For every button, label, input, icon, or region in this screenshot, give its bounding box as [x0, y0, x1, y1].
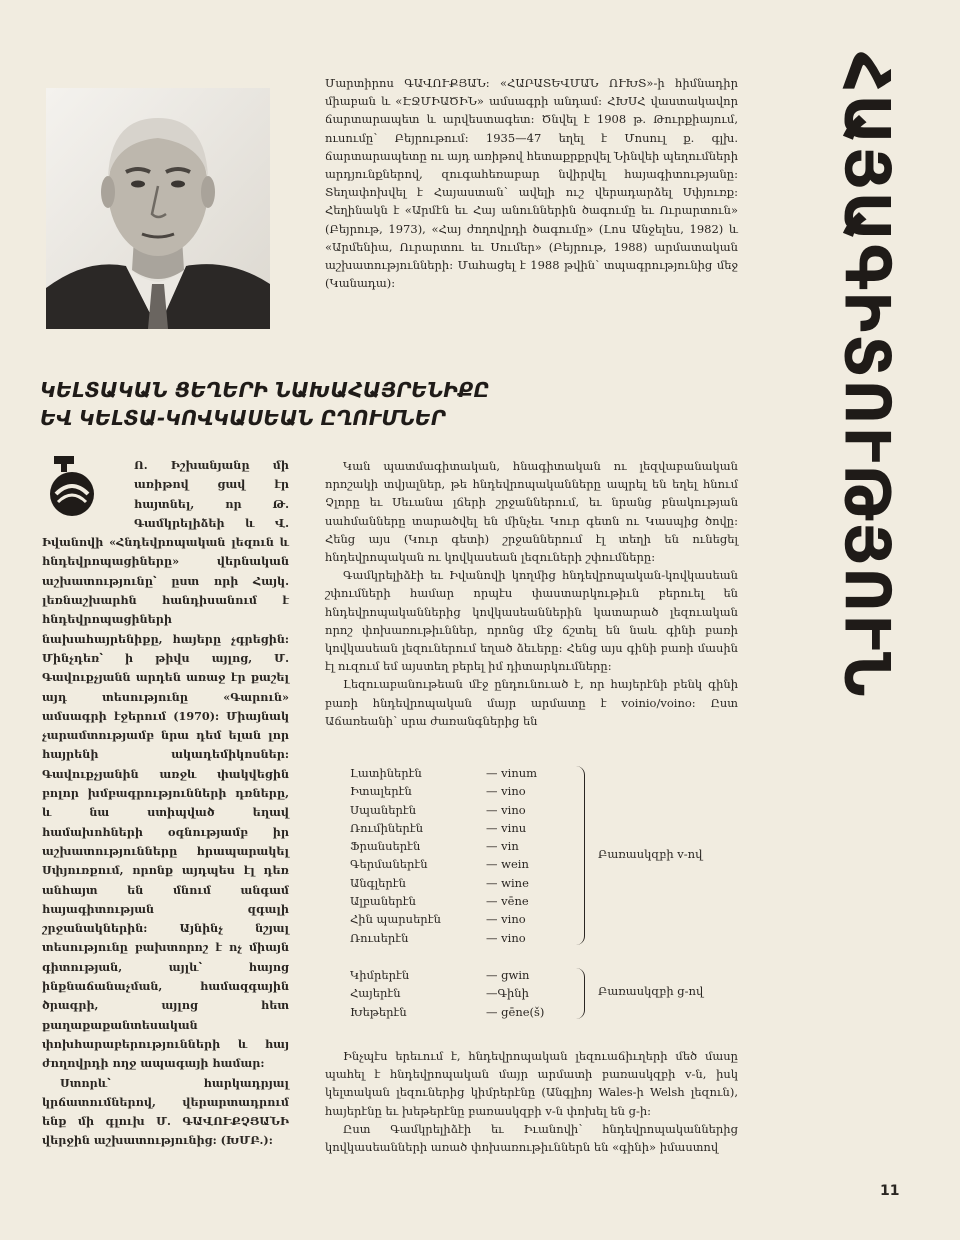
article-body-continued: [325, 1047, 738, 1156]
language-name: Հայերէն: [350, 986, 401, 1001]
wine-word-form: — wein: [486, 857, 529, 872]
wine-word-form: —Գինի: [486, 986, 529, 1001]
wine-word-form: — vino: [486, 930, 526, 945]
wine-word-form: — vin: [486, 839, 519, 854]
word-row-v: [350, 910, 740, 928]
wine-word-form: — vēne: [486, 894, 529, 909]
language-name: Անգլերէն: [350, 875, 406, 890]
wine-word-form: — vinum: [486, 766, 538, 780]
page-number: 11: [880, 1183, 900, 1199]
language-name: Ալբաներէն: [350, 894, 416, 909]
language-name: Կիմրերէն: [350, 968, 410, 982]
word-row-v: [350, 929, 740, 947]
headline-line-2: ԵՎ ԿԵԼՏԱ-ԿՈՎԿԱՍԵԱՆ ԸՂՈՒՄՆԵՐ: [40, 406, 446, 430]
language-name: Ռումիներէն: [350, 820, 424, 835]
section-title-vertical: [812, 51, 922, 699]
article-headline: [40, 376, 660, 432]
body-paragraph-2: Գամկրելիձէի եւ Իվանովի կողմից հնդեվրոպական-կովկասեան շփումների համար որպէս փաստարկութիւն բերուել են հնդեվրոպականներից կովկասեաններին կատարած լեզուական որոշ փոխառութիւններ, որոնց մէջ ճշտել են նաև գինի բառի կովկասեան լեզուներում եղած ձեւերը: Հենց այս գինի բառի մասին էլ ուզում եմ այստեղ բերել իմ դիտարկումները:: [325, 568, 738, 674]
word-row-v: [350, 782, 740, 800]
word-row-v: [350, 819, 740, 837]
language-name: Լատիներէն: [350, 766, 422, 780]
group-brace: [576, 968, 585, 1019]
group-brace: [576, 766, 585, 945]
body-paragraph-4: Ինչպէս երեւում է, հնդեվրոպական լեզուաճիւղերի մեծ մասը պահել է հնդեվրոպական մայր արմատի բառասկզբի v-ն, իսկ կելտական լեզուներից կիմրերէնը (Անգլիոյ Wales-ի Welsh լեզուն), հայերէնը եւ խեթերէնը բառասկզբի v-ն փոխել են g-ի:: [325, 1049, 738, 1118]
language-name: Գերմաներէն: [350, 857, 428, 872]
wine-word-form: — vino: [486, 784, 526, 799]
word-row-v: [350, 892, 740, 910]
word-row-v: [350, 764, 740, 782]
author-portrait: [46, 88, 270, 329]
group-label: Բառասկզբի v-ով: [598, 846, 703, 861]
word-table-v-group: [350, 764, 740, 947]
headline-line-1: ԿԵԼՏԱԿԱՆ ՑԵՂԵՐԻ ՆԱԽԱՀԱՅՐԵՆԻՔԸ: [40, 378, 490, 402]
wine-word-form: — wine: [486, 875, 529, 890]
group-label: Բառասկզբի g-ով: [598, 984, 704, 999]
word-row-v: [350, 801, 740, 819]
language-name: Հին պարսերէն: [350, 912, 441, 927]
intro-paragraph-2: Ստորև՝ հարկադրյալ կրճատումներով, վերարտադրում ենք մի գլուխ Մ. ԳԱՎՈՒՔՉՅԱՆԻ վերջին աշխատությունից: (ԽՄԲ.):: [42, 1075, 289, 1148]
section-title-text: ՀԱՅԱԳԻՏՈՒԹՅՈՒՆ: [830, 51, 904, 699]
language-name: Սպաներէն: [350, 802, 417, 817]
word-row-g: [350, 1003, 740, 1021]
decorative-dropcap-icon: [42, 456, 128, 520]
wine-word-form: — vino: [486, 912, 526, 927]
body-paragraph-1: Կան պատմագիտական, հնագիտական ու լեզվաբանական որոշակի տվյալներ, թե հնդեվրոպականները ապրել են եղել հնում Չլորը եւ Սեւանա լճերի շրջաններում, եւ նրանց բնակության սահմանները տարածվել են մինչեւ Կուր գետն ու Կասպից ծովը: Հենց այս (Կուր գետի) շրջաններում էլ տեղի են ունեցել հնդեվրոպական ու կովկասեան լեզուների շփումները:: [325, 459, 738, 565]
wine-word-form: — gēne(š): [486, 1004, 545, 1019]
portrait-illustration: [46, 88, 270, 329]
wine-word-form: — gwin: [486, 968, 530, 982]
wine-word-form: — vinu: [486, 820, 527, 835]
language-name: Իտալերէն: [350, 784, 412, 799]
editorial-intro: [42, 456, 289, 1151]
article-body: [325, 457, 738, 730]
wine-word-form: — vino: [486, 802, 526, 817]
body-paragraph-5: Ըստ Գամկրելիձէի եւ Իւանովի՝ հնդեվրոպականներից կովկասեանների առած փոխառութիւններն են «գինի» իմաստով: [325, 1121, 738, 1155]
intro-paragraph-1: Ո. Իշխանյանը մի առիթով ցավ էր հայտնել, որ Թ. Գամկրելիձեի և Վ. Իվանովի «Հնդեվրոպական լեզուն և հնդեվրոպացիները» վերնական աշխատությունը՝ ըստ որի Հայկ. լեռնաշխարհն հանդիսանում է հնդեվրոպացիների նախահայրենիքը, հայերը չգրեցին: Մինչդեռ՝ ի թիվս այլոց, Մ. Գավուքչյանն արդեն առաջ էր քաշել այդ տեսությունը «Գարուն» ամսագրի էջերում (1970): Միայնակ չարամտությամբ նրա դեմ ելան լոր հայրենի ակադեմիկոսներ: Գավուքչյանին առջև փակվեցին բոլոր խմբագրությունների դռները, և նա ստիպված եղավ համախոհների օգնությամբ իր աշխատությունները հրապարակել Սփյուռքում, որոնք այդպես էլ դեռ անհայտ են մնում անգամ հայագիտության զգալի շրջանակներին: Այնինչ նշյալ տեսությունը բախտորոշ է ոչ միայն գիտության, այլև՝ հայոց ինքնաճանաչման, համազգային ծրագրի, այլոց հետ քաղաքաքանտեսական փոխհարաբերությունների և հայ ժողովրդի ողջ ապագայի համար:: [42, 458, 289, 1071]
language-name: Ռուսերէն: [350, 930, 409, 945]
body-paragraph-3: Լեզուաբանութեան մէջ ընդունուած է, որ հայերէնի բենկ գինի բառի հնդեվրոպական մայր արմատը է voinio/voino: Ըստ Աճառեանի՝ սրա ժառանգներից են: [325, 677, 738, 728]
language-name: Ֆրանսերէն: [350, 839, 421, 854]
word-table-g-group: [350, 966, 740, 1021]
author-bio: Մարտիրոս ԳԱՎՈՒՔՅԱՆ: «ՀԱՐԱՏԵՎՄԱՆ ՈՒԽՏ»-ի հիմնադիր միաբան և «ԷՋՄԻԱԾԻՆ» ամսագրի անդամ: ՀԽՍՀ վաստակավոր ճարտարապետ և արվեստագետ: Ծնվել է 1908 թ. Թուրքիայում, ուսումը՝ Բեյրութում: 1935—47 եղել է Մոսուլ ք. գլխ. ճարտարապետը ու այդ առիթով հետաքրքրվել Նինվեի պեղումների արդյունքներով, զուգահեռաբար նվիրվել հայագիտությանը: Տեղափոխվել է Հայաստան՝ ավելի ուշ վերադարձել Սփյուռք: Հեղինակն է «Արմէն եւ Հայ անուններին ծագումը եւ Ուրարտուն» (Բեյրութ, 1973), «Հայ ժողովրդի ծագումը» (Լոս Անջելես, 1982) և «Արմենիա, Ուրարտու եւ Սումեր» (Բեյրութ, 1988) արմատական աշխատությունների: Մահացել է 1988 թվին՝ տպագրությունից մեջ (Կանադա):: [325, 76, 738, 291]
word-row-g: [350, 966, 740, 984]
language-name: Խեթերէն: [350, 1004, 407, 1019]
word-row-v: [350, 874, 740, 892]
